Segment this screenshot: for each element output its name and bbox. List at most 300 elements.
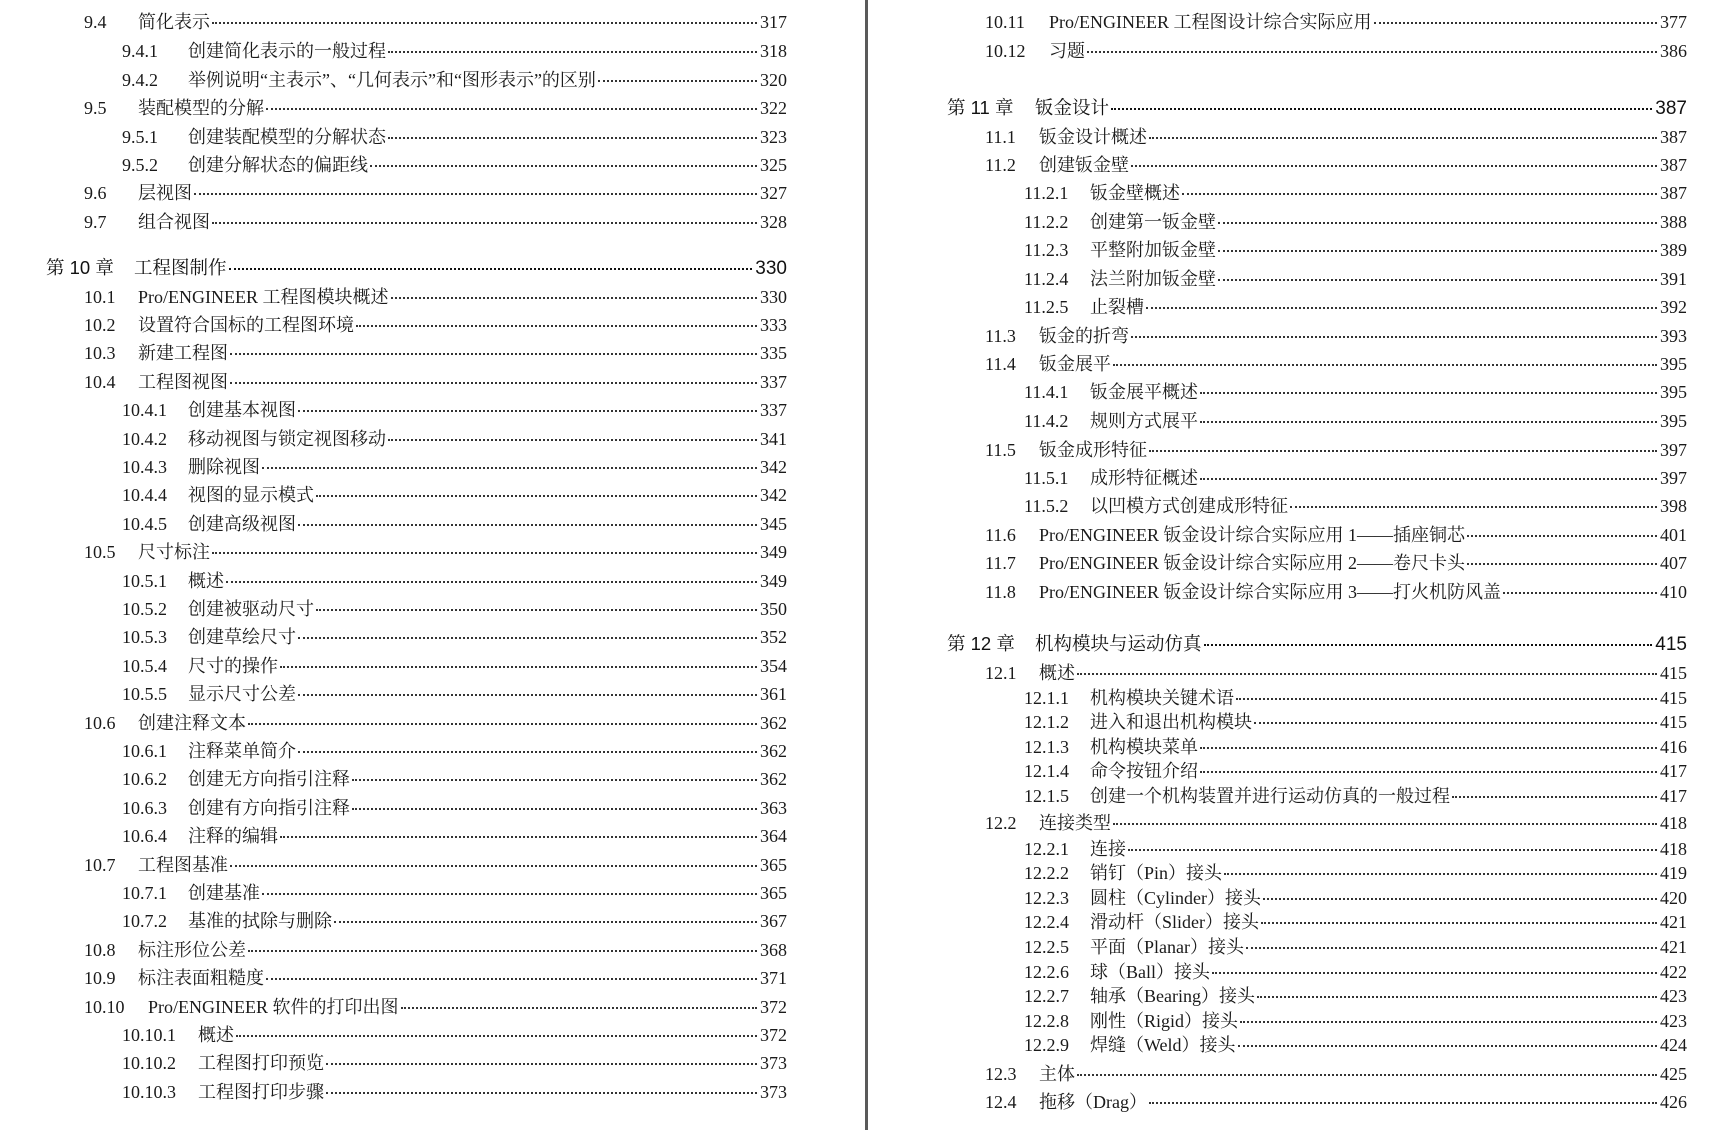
toc-entry[interactable] [1024, 985, 1687, 1007]
section-title: 创建分解状态的偏距线 [188, 155, 368, 175]
dot-leader [1200, 771, 1657, 773]
page-number: 395 [1660, 411, 1687, 431]
section-number: 11.6 [985, 525, 1016, 545]
section-title: 创建第一钣金壁 [1090, 212, 1216, 232]
page-number: 407 [1660, 553, 1687, 573]
page-number: 421 [1660, 937, 1687, 957]
section-number: 12.2.2 [1024, 863, 1069, 883]
page-number: 367 [760, 911, 787, 931]
page-number: 395 [1660, 354, 1687, 374]
dot-leader [1087, 51, 1657, 53]
toc-entry[interactable] [985, 126, 1687, 148]
page-number: 423 [1660, 1011, 1687, 1031]
toc-entry[interactable] [122, 1081, 787, 1103]
page-number: 415 [1660, 688, 1687, 708]
section-number: 10.5.4 [122, 656, 167, 676]
page-number: 388 [1660, 212, 1687, 232]
section-number: 10.5.3 [122, 627, 167, 647]
page-number: 387 [1660, 155, 1687, 175]
page-number: 362 [760, 769, 787, 789]
toc-entry[interactable] [985, 524, 1687, 546]
section-number: 11.2.1 [1024, 183, 1069, 203]
dot-leader [1240, 1021, 1657, 1023]
page-number: 349 [760, 542, 787, 562]
section-title: 尺寸的操作 [188, 656, 278, 676]
section-number: 10.6.4 [122, 826, 167, 846]
dot-leader [212, 222, 757, 224]
dot-leader [1149, 137, 1657, 139]
page-number: 365 [760, 883, 787, 903]
section-number: 10.4.5 [122, 514, 167, 534]
page-number: 397 [1660, 440, 1687, 460]
toc-entry[interactable] [985, 1063, 1687, 1085]
page-number: 373 [760, 1053, 787, 1073]
section-number: 9.5 [84, 98, 107, 118]
dot-leader [1467, 535, 1657, 537]
section-number: 12.2.1 [1024, 839, 1069, 859]
page-number: 372 [760, 1025, 787, 1045]
section-number: 10.4 [84, 372, 116, 392]
page-number: 418 [1660, 839, 1687, 859]
section-title: 尺寸标注 [138, 542, 210, 562]
section-title: 习题 [1049, 41, 1085, 61]
section-number: 12.2.4 [1024, 912, 1069, 932]
section-number: 11.2.4 [1024, 269, 1069, 289]
section-number: 10.8 [84, 940, 116, 960]
section-title: 法兰附加钣金壁 [1090, 269, 1216, 289]
section-title: 创建无方向指引注释 [188, 769, 350, 789]
section-title: Pro/ENGINEER 软件的打印出图 [148, 997, 399, 1017]
toc-chapter-entry[interactable] [947, 633, 1687, 655]
section-title: 概述 [188, 571, 224, 591]
dot-leader [262, 467, 757, 469]
section-title: 简化表示 [138, 12, 210, 32]
toc-entry[interactable] [122, 825, 787, 847]
section-number: 11.1 [985, 127, 1016, 147]
section-title: 成形特征概述 [1090, 468, 1198, 488]
dot-leader [391, 297, 758, 299]
dot-leader [1149, 450, 1657, 452]
section-number: 第 12 章 [947, 633, 1015, 654]
page-number: 422 [1660, 962, 1687, 982]
page-number: 386 [1660, 41, 1687, 61]
section-number: 10.4.4 [122, 485, 167, 505]
section-title: 举例说明“主表示”、“几何表示”和“图形表示”的区别 [188, 70, 596, 90]
section-number: 第 11 章 [947, 97, 1014, 118]
section-number: 9.5.1 [122, 127, 158, 147]
section-title: Pro/ENGINEER 钣金设计综合实际应用 1——插座铜芯 [1039, 525, 1465, 545]
section-title: 钣金展平 [1039, 354, 1111, 374]
page-number: 371 [760, 968, 787, 988]
section-title: 机构模块与运动仿真 [1035, 633, 1202, 654]
section-title: 创建注释文本 [138, 713, 246, 733]
toc-entry[interactable] [1024, 296, 1687, 318]
toc-entry[interactable] [84, 371, 787, 393]
section-title: 连接类型 [1039, 813, 1111, 833]
toc-entry[interactable] [122, 740, 787, 762]
section-number: 11.3 [985, 326, 1016, 346]
page-number: 397 [1660, 468, 1687, 488]
section-title: 以凹模方式创建成形特征 [1090, 496, 1288, 516]
page-number: 317 [760, 12, 787, 32]
page-number: 318 [760, 41, 787, 61]
section-number: 11.5.1 [1024, 468, 1069, 488]
toc-entry[interactable] [122, 40, 787, 62]
section-title: 新建工程图 [138, 343, 228, 363]
toc-entry[interactable] [1024, 1034, 1687, 1056]
page-number: 392 [1660, 297, 1687, 317]
section-title: 连接 [1090, 839, 1126, 859]
section-title: 钣金壁概述 [1090, 183, 1180, 203]
page-number: 363 [760, 798, 787, 818]
section-title: 滑动杆（Slider）接头 [1090, 912, 1259, 932]
page-number: 362 [760, 713, 787, 733]
dot-leader [1218, 222, 1657, 224]
section-title: 工程图基准 [138, 855, 228, 875]
section-title: Pro/ENGINEER 钣金设计综合实际应用 3——打火机防风盖 [1039, 582, 1501, 602]
section-number: 12.2.9 [1024, 1035, 1069, 1055]
toc-entry[interactable] [985, 439, 1687, 461]
toc-entry[interactable] [122, 683, 787, 705]
toc-entry[interactable] [1024, 862, 1687, 884]
toc-entry[interactable] [1024, 211, 1687, 233]
section-title: 创建一个机构装置并进行运动仿真的一般过程 [1090, 786, 1450, 806]
dot-leader [226, 581, 757, 583]
section-number: 10.6.1 [122, 741, 167, 761]
page-number: 417 [1660, 761, 1687, 781]
section-title: 创建钣金壁 [1039, 155, 1129, 175]
section-title: 轴承（Bearing）接头 [1090, 986, 1255, 1006]
dot-leader [388, 439, 757, 441]
section-title: Pro/ENGINEER 工程图模块概述 [138, 287, 389, 307]
dot-leader [229, 268, 753, 270]
toc-entry[interactable] [1024, 785, 1687, 807]
toc-entry[interactable] [84, 342, 787, 364]
page-number: 401 [1660, 525, 1687, 545]
section-number: 12.1.4 [1024, 761, 1069, 781]
toc-entry[interactable] [985, 11, 1687, 33]
section-title: 创建基本视图 [188, 400, 296, 420]
section-number: 12.2.5 [1024, 937, 1069, 957]
toc-entry[interactable] [985, 325, 1687, 347]
section-title: 装配模型的分解 [138, 98, 264, 118]
toc-entry[interactable] [122, 399, 787, 421]
section-number: 12.2.7 [1024, 986, 1069, 1006]
section-title: 工程图制作 [134, 257, 227, 278]
page-number: 415 [1660, 663, 1687, 683]
toc-entry[interactable] [84, 211, 787, 233]
section-number: 10.9 [84, 968, 116, 988]
section-title: 机构模块菜单 [1090, 737, 1198, 757]
page-number: 420 [1660, 888, 1687, 908]
page-number: 393 [1660, 326, 1687, 346]
section-number: 9.5.2 [122, 155, 158, 175]
page-number: 426 [1660, 1092, 1687, 1112]
toc-entry[interactable] [985, 154, 1687, 176]
section-title: 视图的显示模式 [188, 485, 314, 505]
section-title: 焊缝（Weld）接头 [1090, 1035, 1236, 1055]
toc-entry[interactable] [122, 484, 787, 506]
dot-leader [1218, 250, 1657, 252]
dot-leader [1257, 996, 1657, 998]
section-number: 12.1.1 [1024, 688, 1069, 708]
toc-entry[interactable] [1024, 410, 1687, 432]
toc-entry[interactable] [84, 11, 787, 33]
section-number: 10.10 [84, 997, 125, 1017]
dot-leader [1246, 947, 1657, 949]
toc-entry[interactable] [1024, 1010, 1687, 1032]
page-number: 320 [760, 70, 787, 90]
toc-entry[interactable] [122, 598, 787, 620]
dot-leader [1200, 747, 1657, 749]
section-title: 圆柱（Cylinder）接头 [1090, 888, 1261, 908]
section-number: 11.2.5 [1024, 297, 1069, 317]
section-number: 11.2 [985, 155, 1016, 175]
dot-leader [1077, 673, 1657, 675]
dot-leader [401, 1007, 758, 1009]
section-number: 11.7 [985, 553, 1016, 573]
toc-entry[interactable] [84, 996, 787, 1018]
section-title: 规则方式展平 [1090, 411, 1198, 431]
section-title: Pro/ENGINEER 工程图设计综合实际应用 [1049, 12, 1372, 32]
toc-entry[interactable] [1024, 936, 1687, 958]
page-number: 415 [1660, 712, 1687, 732]
dot-leader [316, 609, 757, 611]
toc-entry[interactable] [1024, 887, 1687, 909]
dot-leader [1200, 392, 1657, 394]
toc-entry[interactable] [1024, 760, 1687, 782]
dot-leader [1503, 592, 1657, 594]
section-title: 钣金的折弯 [1039, 326, 1129, 346]
section-number: 10.4.1 [122, 400, 167, 420]
page-number: 322 [760, 98, 787, 118]
section-number: 10.4.2 [122, 429, 167, 449]
toc-entry[interactable] [122, 626, 787, 648]
toc-entry[interactable] [122, 882, 787, 904]
toc-entry[interactable] [84, 97, 787, 119]
toc-entry[interactable] [1024, 961, 1687, 983]
section-title: 钣金展平概述 [1090, 382, 1198, 402]
section-number: 12.1.2 [1024, 712, 1069, 732]
page-number: 387 [1655, 98, 1687, 119]
toc-entry[interactable] [122, 797, 787, 819]
toc-entry[interactable] [84, 854, 787, 876]
toc-entry[interactable] [122, 154, 787, 176]
section-title: 平整附加钣金壁 [1090, 240, 1216, 260]
dot-leader [1131, 165, 1657, 167]
toc-entry[interactable] [122, 513, 787, 535]
dot-leader [1077, 1074, 1657, 1076]
dot-leader [1212, 972, 1657, 974]
section-title: 工程图打印步骤 [198, 1082, 324, 1102]
section-number: 10.4.3 [122, 457, 167, 477]
section-number: 11.4.2 [1024, 411, 1069, 431]
toc-entry[interactable] [1024, 687, 1687, 709]
page-number: 395 [1660, 382, 1687, 402]
toc-entry[interactable] [985, 662, 1687, 684]
toc-entry[interactable] [1024, 268, 1687, 290]
toc-entry[interactable] [84, 939, 787, 961]
toc-entry[interactable] [1024, 911, 1687, 933]
section-title: 钣金设计概述 [1039, 127, 1147, 147]
section-number: 9.4.1 [122, 41, 158, 61]
page-number: 387 [1660, 127, 1687, 147]
section-number: 10.6.3 [122, 798, 167, 818]
section-title: 工程图打印预览 [198, 1053, 324, 1073]
page-number: 325 [760, 155, 787, 175]
dot-leader [1113, 823, 1657, 825]
toc-entry[interactable] [985, 552, 1687, 574]
page-number: 410 [1660, 582, 1687, 602]
section-number: 12.2.8 [1024, 1011, 1069, 1031]
section-title: 层视图 [138, 183, 192, 203]
toc-entry[interactable] [1024, 495, 1687, 517]
toc-entry[interactable] [84, 541, 787, 563]
toc-entry[interactable] [985, 581, 1687, 603]
toc-page-right [868, 0, 1729, 1130]
page-number: 345 [760, 514, 787, 534]
dot-leader [1200, 421, 1657, 423]
dot-leader [230, 382, 757, 384]
page-number: 352 [760, 627, 787, 647]
page-number: 341 [760, 429, 787, 449]
toc-entry[interactable] [1024, 736, 1687, 758]
section-title: 创建基准 [188, 883, 260, 903]
section-title: 移动视图与锁定视图移动 [188, 429, 386, 449]
page-number: 416 [1660, 737, 1687, 757]
dot-leader [212, 552, 757, 554]
section-number: 10.10.3 [122, 1082, 176, 1102]
toc-entry[interactable] [985, 1091, 1687, 1113]
dot-leader [1236, 698, 1657, 700]
section-title: 拖移（Drag） [1039, 1092, 1147, 1112]
toc-entry[interactable] [122, 69, 787, 91]
section-number: 10.1 [84, 287, 116, 307]
dot-leader [356, 325, 757, 327]
toc-entry[interactable] [1024, 838, 1687, 860]
section-title: 钣金成形特征 [1039, 440, 1147, 460]
page-number: 391 [1660, 269, 1687, 289]
section-number: 10.11 [985, 12, 1025, 32]
section-title: 刚性（Rigid）接头 [1090, 1011, 1239, 1031]
dot-leader [352, 808, 757, 810]
toc-entry[interactable] [122, 910, 787, 932]
dot-leader [1238, 1045, 1657, 1047]
dot-leader [298, 524, 757, 526]
toc-entry[interactable] [985, 812, 1687, 834]
section-title: 平面（Planar）接头 [1090, 937, 1244, 957]
section-number: 9.4 [84, 12, 107, 32]
dot-leader [298, 751, 757, 753]
section-number: 9.7 [84, 212, 107, 232]
page-number: 424 [1660, 1035, 1687, 1055]
section-number: 10.6 [84, 713, 116, 733]
toc-entry[interactable] [84, 314, 787, 336]
section-title: Pro/ENGINEER 钣金设计综合实际应用 2——卷尺卡头 [1039, 553, 1465, 573]
toc-entry[interactable] [84, 967, 787, 989]
dot-leader [298, 637, 757, 639]
toc-entry[interactable] [1024, 239, 1687, 261]
dot-leader [1200, 478, 1657, 480]
section-number: 11.8 [985, 582, 1016, 602]
page-number: 342 [760, 457, 787, 477]
dot-leader [280, 836, 757, 838]
section-number: 9.6 [84, 183, 107, 203]
dot-leader [598, 80, 757, 82]
toc-entry[interactable] [122, 655, 787, 677]
section-title: 机构模块关键术语 [1090, 688, 1234, 708]
page-number: 349 [760, 571, 787, 591]
page-number: 421 [1660, 912, 1687, 932]
page-number: 417 [1660, 786, 1687, 806]
dot-leader [326, 1092, 757, 1094]
section-number: 10.5.5 [122, 684, 167, 704]
section-number: 10.7.1 [122, 883, 167, 903]
toc-entry[interactable] [122, 1024, 787, 1046]
toc-entry[interactable] [84, 286, 787, 308]
dot-leader [1131, 336, 1657, 338]
toc-chapter-entry[interactable] [46, 257, 787, 279]
dot-leader [1261, 922, 1657, 924]
toc-entry[interactable] [122, 570, 787, 592]
toc-entry[interactable] [985, 40, 1687, 62]
dot-leader [1263, 898, 1657, 900]
toc-entry[interactable] [1024, 711, 1687, 733]
toc-entry[interactable] [122, 768, 787, 790]
toc-entry[interactable] [84, 712, 787, 734]
section-title: 创建被驱动尺寸 [188, 599, 314, 619]
toc-entry[interactable] [1024, 381, 1687, 403]
dot-leader [1146, 307, 1657, 309]
section-number: 10.12 [985, 41, 1026, 61]
page-number: 330 [755, 258, 787, 279]
page-number: 361 [760, 684, 787, 704]
section-number: 12.2.6 [1024, 962, 1069, 982]
page-number: 362 [760, 741, 787, 761]
page-number: 423 [1660, 986, 1687, 1006]
toc-entry[interactable] [84, 182, 787, 204]
section-number: 第 10 章 [46, 257, 114, 278]
toc-entry[interactable] [122, 1052, 787, 1074]
dot-leader [262, 893, 757, 895]
toc-entry[interactable] [122, 428, 787, 450]
dot-leader [388, 137, 757, 139]
page-number: 328 [760, 212, 787, 232]
dot-leader [1290, 506, 1657, 508]
dot-leader [298, 694, 757, 696]
dot-leader [194, 193, 757, 195]
dot-leader [1452, 796, 1657, 798]
section-title: 标注形位公差 [138, 940, 246, 960]
toc-entry[interactable] [122, 456, 787, 478]
dot-leader [266, 108, 757, 110]
toc-entry[interactable] [1024, 467, 1687, 489]
section-number: 12.2.3 [1024, 888, 1069, 908]
toc-entry[interactable] [985, 353, 1687, 375]
page-number: 373 [760, 1082, 787, 1102]
section-number: 11.4.1 [1024, 382, 1069, 402]
section-number: 10.5 [84, 542, 116, 562]
section-number: 11.2.2 [1024, 212, 1069, 232]
section-number: 12.1.3 [1024, 737, 1069, 757]
section-title: 命令按钮介绍 [1090, 761, 1198, 781]
page-number: 337 [760, 372, 787, 392]
toc-entry[interactable] [1024, 182, 1687, 204]
page-number: 350 [760, 599, 787, 619]
toc-entry[interactable] [122, 126, 787, 148]
dot-leader [388, 51, 757, 53]
toc-chapter-entry[interactable] [947, 97, 1687, 119]
